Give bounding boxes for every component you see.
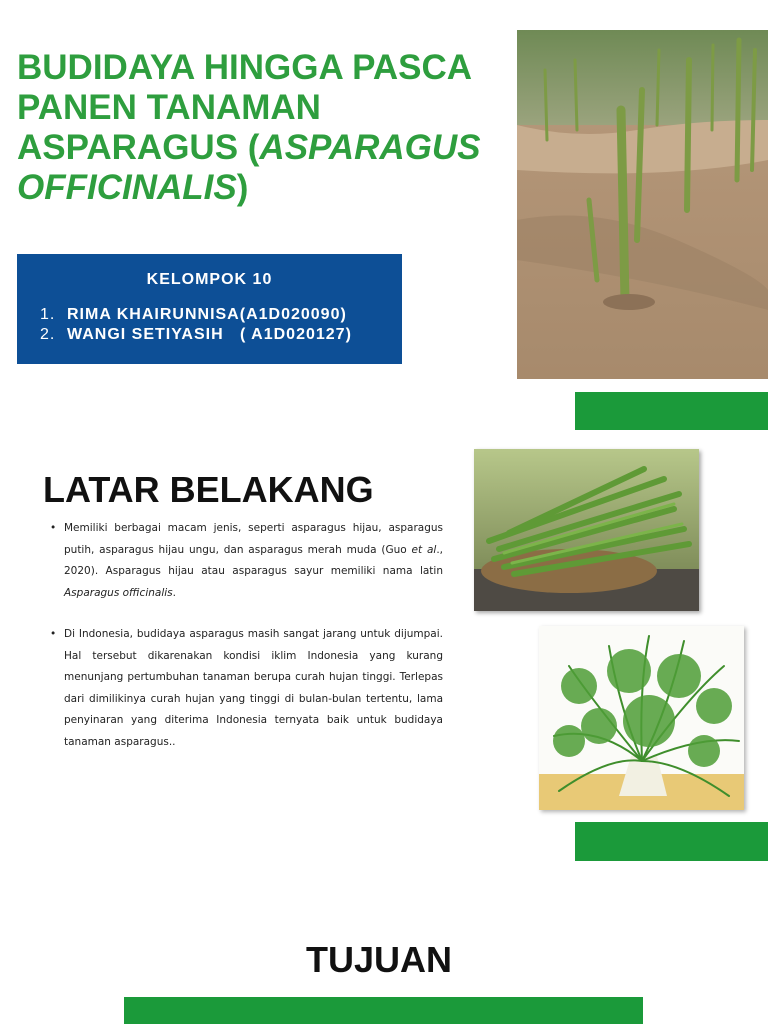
title-line-3-italic: ASPARAGUS	[259, 128, 481, 167]
title-line-4-italic: OFFICINALIS	[17, 168, 237, 207]
accent-bar	[575, 392, 768, 430]
title-line-3-prefix: ASPARAGUS (	[17, 128, 260, 167]
asparagus-fern-photo	[539, 626, 744, 810]
accent-bar	[575, 822, 768, 861]
page-title	[17, 48, 497, 208]
background-bullet-list	[46, 518, 443, 773]
background-heading: LATAR BELAKANG	[43, 469, 374, 510]
asparagus-basket-photo	[474, 449, 699, 611]
member-item: 2. WANGI SETIYASIH ( A1D020127)	[40, 326, 352, 343]
title-line-2: PANEN TANAMAN	[17, 88, 321, 127]
accent-bar	[124, 997, 643, 1024]
title-line-1: BUDIDAYA HINGGA PASCA	[17, 48, 473, 87]
list-item: • Memiliki berbagai macam jenis, seperti asparagus hijau, asparagus putih, asparagus hijau ungu, dan asparagus merah muda (Guo et al., 2020). Asparagus hijau atau asparagus sayur memiliki nama latin Asparagus officinalis.	[46, 518, 443, 604]
member-list	[17, 305, 402, 345]
list-item: • Di Indonesia, budidaya asparagus masih sangat jarang untuk dijumpai. Hal tersebut dikarenakan kondisi iklim Indonesia yang kurang menunjang pertumbuhan tanaman berupa curah hujan tinggi. Terlepas dari dimilikinya curah hujan yang tinggi di bulan-bulan tertentu, lama penyinaran yang diterima Indonesia ternyata baik untuk budidaya tanaman asparagus..	[46, 624, 443, 753]
goal-heading: TUJUAN	[305, 939, 452, 980]
asparagus-field-photo	[517, 30, 768, 379]
member-item: 1. RIMA KHAIRUNNISA(A1D020090)	[40, 306, 347, 323]
group-info-box	[17, 254, 402, 364]
group-heading: KELOMPOK 10	[146, 271, 273, 288]
title-line-4-suffix: )	[236, 168, 249, 207]
